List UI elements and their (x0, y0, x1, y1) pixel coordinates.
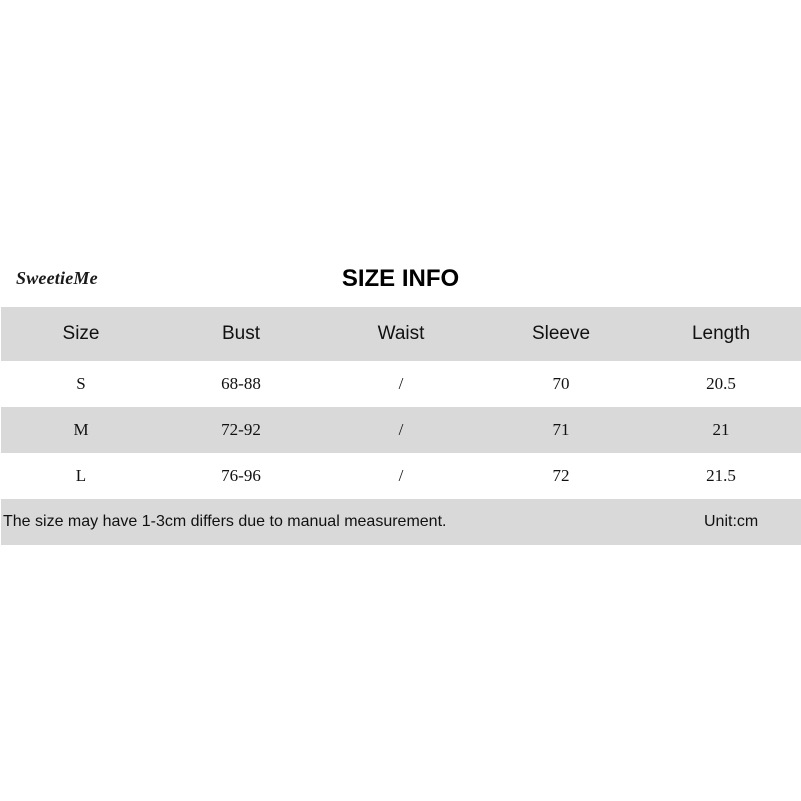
cell-size: M (73, 420, 89, 439)
cell-length: 21 (712, 420, 730, 439)
cell-size: S (76, 374, 86, 393)
cell-bust: 72-92 (221, 420, 261, 439)
cell-length: 20.5 (706, 374, 736, 393)
header-waist: Waist (377, 323, 425, 344)
measurement-note: The size may have 1-3cm differs due to manual measurement. (3, 513, 447, 530)
cell-bust: 68-88 (221, 374, 261, 393)
cell-waist: / (398, 420, 404, 439)
cell-waist: / (398, 466, 404, 485)
header-size: Size (62, 323, 100, 344)
table-row (1, 453, 801, 499)
table-header-row (1, 307, 801, 361)
cell-waist: / (398, 374, 404, 393)
cell-sleeve: 70 (552, 374, 570, 393)
size-chart (1, 307, 801, 545)
unit-label: Unit:cm (704, 513, 759, 530)
cell-size: L (75, 466, 87, 485)
cell-sleeve: 72 (552, 466, 570, 485)
page-title: SIZE INFO (341, 265, 460, 292)
cell-bust: 76-96 (221, 466, 261, 485)
header-bust: Bust (221, 323, 261, 344)
cell-sleeve: 71 (552, 420, 570, 439)
table-row (1, 361, 801, 407)
header-length: Length (691, 323, 751, 344)
footnote-row (1, 499, 801, 545)
brand-logo: SweetieMe (16, 268, 98, 288)
cell-length: 21.5 (706, 466, 736, 485)
header-sleeve: Sleeve (531, 323, 591, 344)
table-row (1, 407, 801, 453)
